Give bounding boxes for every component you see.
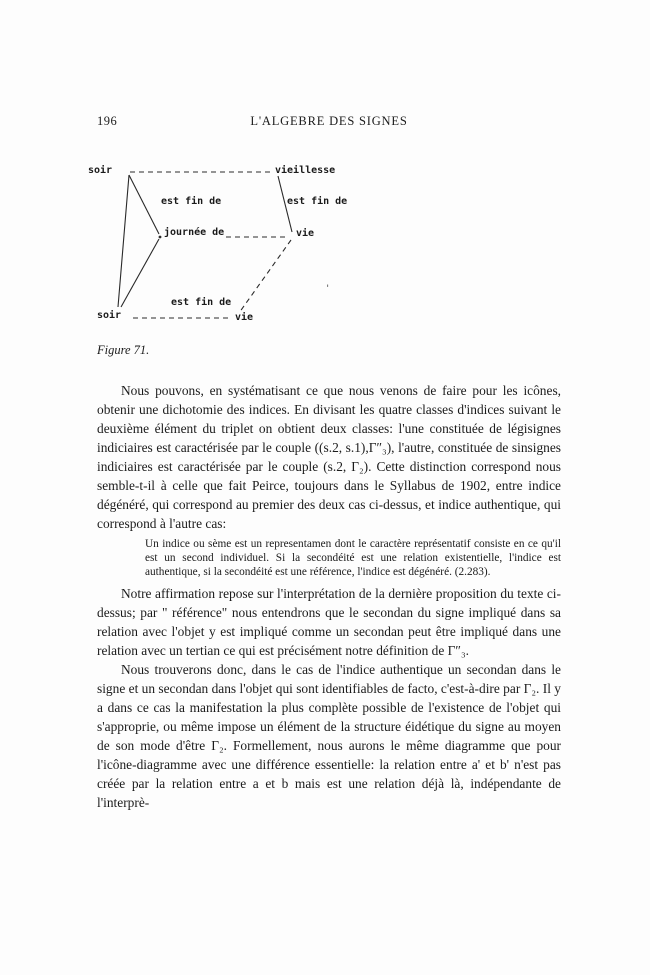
diagram-lines [85, 160, 415, 335]
paragraph-3: Nous trouverons donc, dans le cas de l'indice authentique un secondan dans le signe et un secondan dans l'objet qui sont identifiables de facto, c'est-à-dire par Γ₂. Il y a dans ce cas la manifestation la plus complète possible de l'existence de l'objet qui s'approprie, ou même impose un élément de la structure éidétique du signe au moyen de son mode d'être Γ₂. Formellement, nous aurons le même diagramme que pour l'icône-diagramme avec une différence essentielle: la relation entre a' et b' n'est pas créée par la relation entre a et b mais est une relation déjà là, indépendante de l'interprè- [97, 662, 561, 811]
diagram-label-journee-de: journée de [164, 227, 225, 238]
diagram-label-vie-bottom: vie [235, 312, 254, 323]
diagram-label-est-fin-de-right: est fin de [287, 196, 348, 207]
body-text [97, 381, 561, 812]
paragraph-2: Notre affirmation repose sur l'interprétation de la dernière proposition du texte ci-dessus; par " référence" nous entendrons que le secondan du signe impliqué dans sa relation avec l'objet y est impliqué comme un secondan peut être impliqué dans une relation avec un tertian ce qui est précisément notre définition de Γ″₃. [97, 586, 561, 659]
figure-71-diagram [85, 160, 415, 335]
diagram-label-vieillesse: vieillesse [275, 165, 336, 176]
diagram-label-soir-bottom: soir [97, 310, 122, 321]
diagram-label-est-fin-de-bottom: est fin de [171, 297, 232, 308]
paragraph-1: Nous pouvons, en systématisant ce que nous venons de faire pour les icônes, obtenir une dichotomie des indices. En divisant les quatre classes d'indices suivant le deuxième élément du triplet on obtient deux classes: l'une constituée de légisignes indiciaires est caractérisée par le couple ((s.2, s.1),Γ″₃), l'autre, constituée de sinsignes indiciaires est caractérisée par le couple (s.2, Γ₂). Cette distinction correspond nous semble-t-il à celle que fait Peirce, toujours dans le Syllabus de 1902, entre indice dégénéré, qui correspond au premier des deux cas ci-dessus, et indice authentique, qui correspond à l'autre cas: [97, 383, 561, 531]
running-head [97, 114, 561, 132]
block-quote: Un indice ou sème est un representamen dont le caractère représentatif consiste en ce qu'il est un second individuel. Si la secondéité est une relation existentielle, l'indice est authentique, si la secondéité est une référence, l'indice est dégénéré. (2.283). [145, 538, 561, 578]
stray-mark: ' [325, 284, 331, 294]
figure-caption: Figure 71. [97, 343, 150, 357]
running-title: L'ALGEBRE DES SIGNES [250, 114, 408, 128]
page-number: 196 [97, 114, 118, 128]
diagram-label-soir-top: soir [88, 165, 113, 176]
diagram-label-vie-mid: vie [296, 228, 315, 239]
diagram-label-est-fin-de-left: est fin de [161, 196, 222, 207]
